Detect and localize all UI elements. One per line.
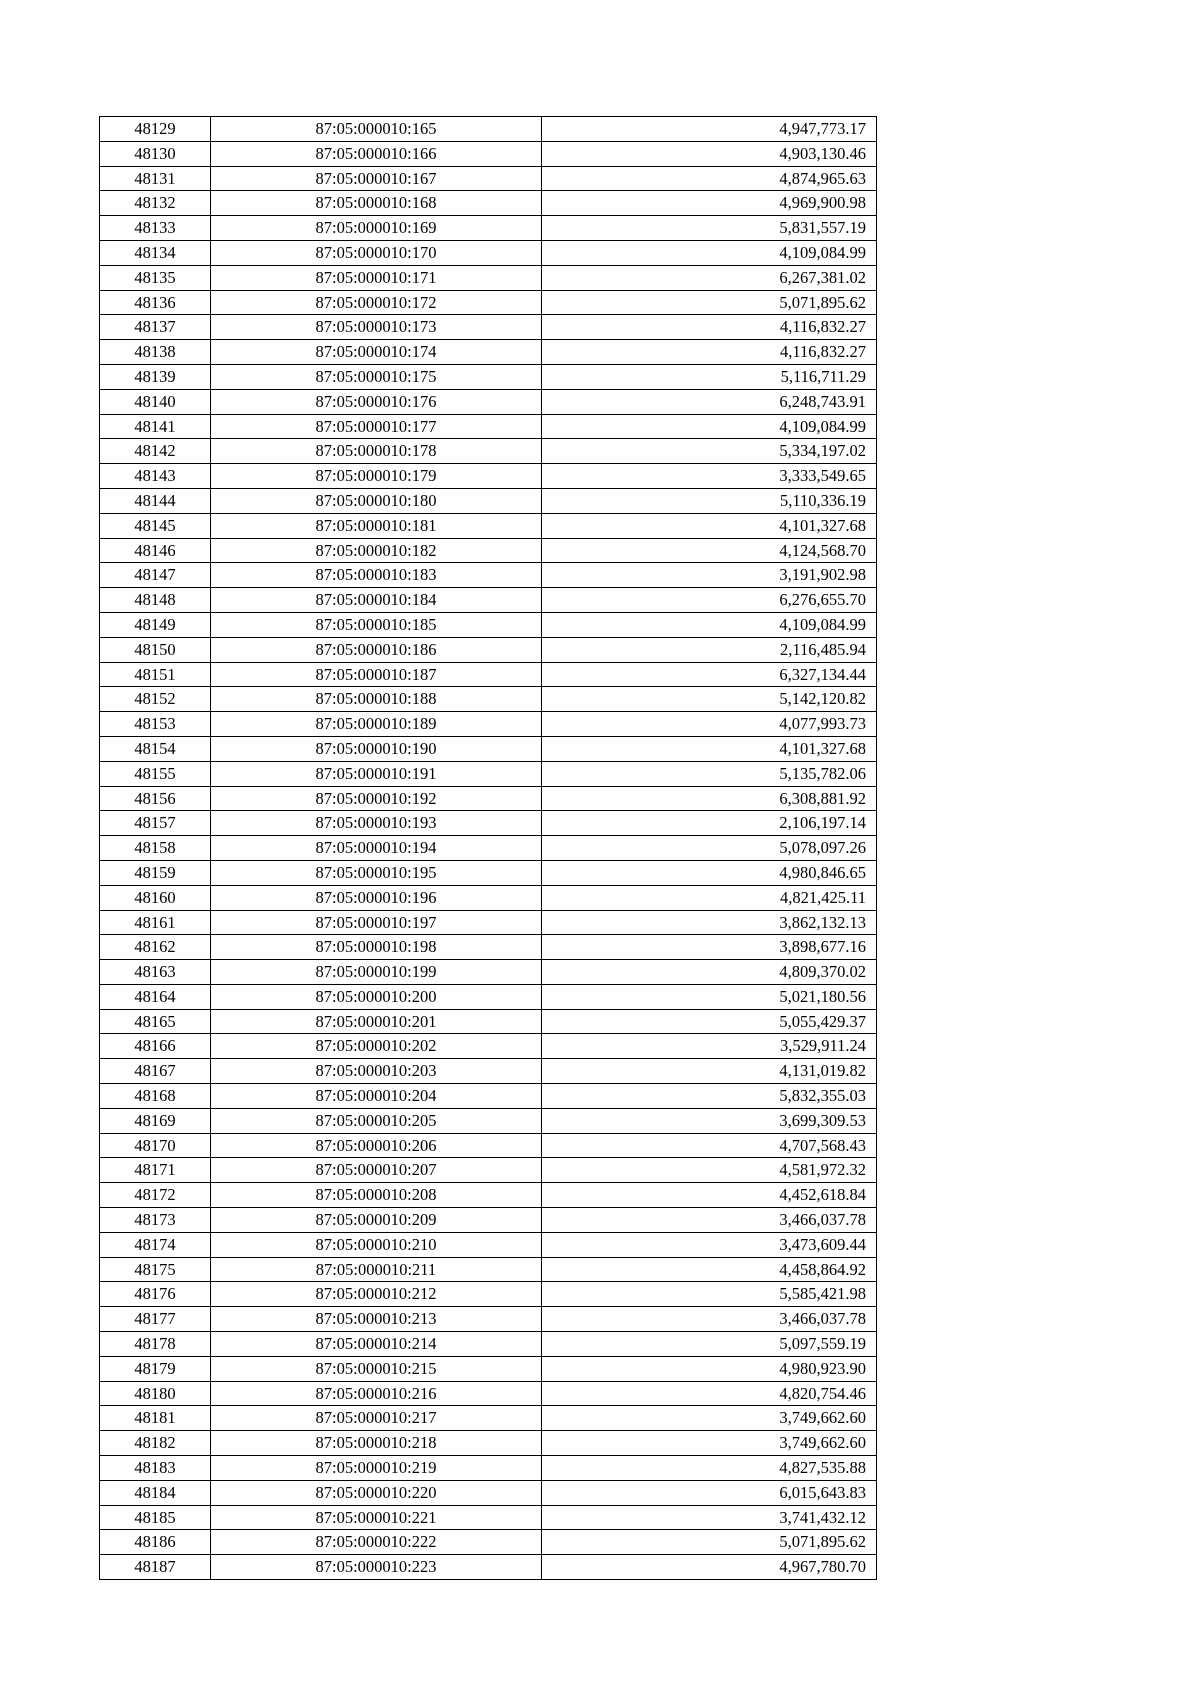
table-row xyxy=(100,637,877,662)
table-row xyxy=(100,1456,877,1481)
row-number-cell: 48135 xyxy=(100,265,211,290)
cadastral-number-cell: 87:05:000010:177 xyxy=(211,414,542,439)
cadastral-number-cell: 87:05:000010:204 xyxy=(211,1084,542,1109)
row-number-cell: 48146 xyxy=(100,538,211,563)
cadastral-number-cell: 87:05:000010:196 xyxy=(211,885,542,910)
table-row xyxy=(100,1084,877,1109)
cadastral-number-cell: 87:05:000010:165 xyxy=(211,117,542,142)
table-row xyxy=(100,488,877,513)
cadastral-number-cell: 87:05:000010:182 xyxy=(211,538,542,563)
cadastral-number-cell: 87:05:000010:212 xyxy=(211,1282,542,1307)
cadastral-number-cell: 87:05:000010:221 xyxy=(211,1505,542,1530)
row-number-cell: 48148 xyxy=(100,588,211,613)
row-number-cell: 48179 xyxy=(100,1356,211,1381)
cadastral-number-cell: 87:05:000010:202 xyxy=(211,1034,542,1059)
cadastral-value-cell: 5,135,782.06 xyxy=(542,761,877,786)
row-number-cell: 48172 xyxy=(100,1183,211,1208)
cadastral-number-cell: 87:05:000010:166 xyxy=(211,141,542,166)
cadastral-number-cell: 87:05:000010:168 xyxy=(211,191,542,216)
row-number-cell: 48132 xyxy=(100,191,211,216)
row-number-cell: 48177 xyxy=(100,1307,211,1332)
cadastral-value-cell: 3,191,902.98 xyxy=(542,563,877,588)
row-number-cell: 48161 xyxy=(100,910,211,935)
cadastral-number-cell: 87:05:000010:169 xyxy=(211,216,542,241)
table-row xyxy=(100,662,877,687)
table-row xyxy=(100,712,877,737)
cadastral-value-cell: 4,581,972.32 xyxy=(542,1158,877,1183)
table-row xyxy=(100,513,877,538)
cadastral-value-cell: 4,947,773.17 xyxy=(542,117,877,142)
cadastral-number-cell: 87:05:000010:216 xyxy=(211,1381,542,1406)
table-row xyxy=(100,1505,877,1530)
cadastral-value-cell: 5,021,180.56 xyxy=(542,984,877,1009)
cadastral-number-cell: 87:05:000010:222 xyxy=(211,1530,542,1555)
table-row xyxy=(100,1282,877,1307)
cadastral-number-cell: 87:05:000010:205 xyxy=(211,1108,542,1133)
cadastral-number-cell: 87:05:000010:208 xyxy=(211,1183,542,1208)
row-number-cell: 48144 xyxy=(100,488,211,513)
row-number-cell: 48157 xyxy=(100,811,211,836)
cadastral-value-cell: 6,267,381.02 xyxy=(542,265,877,290)
table-row xyxy=(100,1356,877,1381)
cadastral-value-cell: 5,078,097.26 xyxy=(542,836,877,861)
table-row xyxy=(100,1059,877,1084)
row-number-cell: 48159 xyxy=(100,860,211,885)
row-number-cell: 48155 xyxy=(100,761,211,786)
cadastral-value-cell: 3,749,662.60 xyxy=(542,1431,877,1456)
cadastral-number-cell: 87:05:000010:200 xyxy=(211,984,542,1009)
cadastral-value-cell: 5,055,429.37 xyxy=(542,1009,877,1034)
cadastral-value-cell: 3,862,132.13 xyxy=(542,910,877,935)
cadastral-number-cell: 87:05:000010:186 xyxy=(211,637,542,662)
cadastral-value-cell: 5,832,355.03 xyxy=(542,1084,877,1109)
cadastral-value-cell: 4,707,568.43 xyxy=(542,1133,877,1158)
row-number-cell: 48181 xyxy=(100,1406,211,1431)
table-row xyxy=(100,588,877,613)
table-row xyxy=(100,265,877,290)
cadastral-value-cell: 4,101,327.68 xyxy=(542,736,877,761)
table-row xyxy=(100,141,877,166)
table-row xyxy=(100,1530,877,1555)
cadastral-value-cell: 4,980,923.90 xyxy=(542,1356,877,1381)
row-number-cell: 48187 xyxy=(100,1555,211,1580)
row-number-cell: 48136 xyxy=(100,290,211,315)
cadastral-value-cell: 3,898,677.16 xyxy=(542,935,877,960)
cadastral-number-cell: 87:05:000010:179 xyxy=(211,464,542,489)
cadastral-value-cell: 5,334,197.02 xyxy=(542,439,877,464)
table-row xyxy=(100,389,877,414)
cadastral-number-cell: 87:05:000010:211 xyxy=(211,1257,542,1282)
cadastral-number-cell: 87:05:000010:176 xyxy=(211,389,542,414)
cadastral-number-cell: 87:05:000010:213 xyxy=(211,1307,542,1332)
cadastral-value-cell: 4,109,084.99 xyxy=(542,240,877,265)
cadastral-value-cell: 5,097,559.19 xyxy=(542,1332,877,1357)
cadastral-number-cell: 87:05:000010:174 xyxy=(211,340,542,365)
table-row xyxy=(100,1133,877,1158)
cadastral-number-cell: 87:05:000010:188 xyxy=(211,687,542,712)
row-number-cell: 48158 xyxy=(100,836,211,861)
row-number-cell: 48140 xyxy=(100,389,211,414)
table-row xyxy=(100,538,877,563)
row-number-cell: 48171 xyxy=(100,1158,211,1183)
cadastral-value-cell: 3,699,309.53 xyxy=(542,1108,877,1133)
row-number-cell: 48147 xyxy=(100,563,211,588)
table-row xyxy=(100,1232,877,1257)
cadastral-value-table xyxy=(99,116,877,1580)
cadastral-value-cell: 4,969,900.98 xyxy=(542,191,877,216)
table-row xyxy=(100,1034,877,1059)
table-row xyxy=(100,117,877,142)
cadastral-number-cell: 87:05:000010:191 xyxy=(211,761,542,786)
table-row xyxy=(100,836,877,861)
cadastral-value-cell: 4,980,846.65 xyxy=(542,860,877,885)
row-number-cell: 48151 xyxy=(100,662,211,687)
cadastral-number-cell: 87:05:000010:190 xyxy=(211,736,542,761)
row-number-cell: 48169 xyxy=(100,1108,211,1133)
table-row xyxy=(100,1009,877,1034)
cadastral-value-cell: 3,529,911.24 xyxy=(542,1034,877,1059)
cadastral-number-cell: 87:05:000010:185 xyxy=(211,612,542,637)
row-number-cell: 48183 xyxy=(100,1456,211,1481)
row-number-cell: 48180 xyxy=(100,1381,211,1406)
cadastral-value-cell: 5,071,895.62 xyxy=(542,1530,877,1555)
row-number-cell: 48153 xyxy=(100,712,211,737)
cadastral-value-cell: 4,131,019.82 xyxy=(542,1059,877,1084)
cadastral-number-cell: 87:05:000010:199 xyxy=(211,960,542,985)
table-row xyxy=(100,216,877,241)
table-row xyxy=(100,786,877,811)
cadastral-value-cell: 3,466,037.78 xyxy=(542,1307,877,1332)
cadastral-value-cell: 4,109,084.99 xyxy=(542,414,877,439)
cadastral-number-cell: 87:05:000010:172 xyxy=(211,290,542,315)
row-number-cell: 48170 xyxy=(100,1133,211,1158)
cadastral-number-cell: 87:05:000010:167 xyxy=(211,166,542,191)
row-number-cell: 48173 xyxy=(100,1208,211,1233)
cadastral-number-cell: 87:05:000010:215 xyxy=(211,1356,542,1381)
row-number-cell: 48166 xyxy=(100,1034,211,1059)
cadastral-value-cell: 2,106,197.14 xyxy=(542,811,877,836)
cadastral-value-cell: 4,874,965.63 xyxy=(542,166,877,191)
table-row xyxy=(100,340,877,365)
row-number-cell: 48139 xyxy=(100,364,211,389)
cadastral-value-cell: 4,452,618.84 xyxy=(542,1183,877,1208)
cadastral-value-cell: 3,333,549.65 xyxy=(542,464,877,489)
table-row xyxy=(100,290,877,315)
cadastral-number-cell: 87:05:000010:173 xyxy=(211,315,542,340)
table-row xyxy=(100,1381,877,1406)
table-row xyxy=(100,984,877,1009)
cadastral-value-cell: 6,015,643.83 xyxy=(542,1480,877,1505)
cadastral-number-cell: 87:05:000010:206 xyxy=(211,1133,542,1158)
table-row xyxy=(100,910,877,935)
row-number-cell: 48162 xyxy=(100,935,211,960)
table-row xyxy=(100,166,877,191)
table-body xyxy=(100,117,877,1580)
cadastral-number-cell: 87:05:000010:219 xyxy=(211,1456,542,1481)
cadastral-value-cell: 4,124,568.70 xyxy=(542,538,877,563)
row-number-cell: 48186 xyxy=(100,1530,211,1555)
table-row xyxy=(100,1208,877,1233)
table-row xyxy=(100,612,877,637)
table-row xyxy=(100,1431,877,1456)
row-number-cell: 48143 xyxy=(100,464,211,489)
cadastral-value-cell: 4,903,130.46 xyxy=(542,141,877,166)
row-number-cell: 48175 xyxy=(100,1257,211,1282)
cadastral-value-cell: 4,820,754.46 xyxy=(542,1381,877,1406)
cadastral-number-cell: 87:05:000010:178 xyxy=(211,439,542,464)
table-row xyxy=(100,860,877,885)
row-number-cell: 48163 xyxy=(100,960,211,985)
table-row xyxy=(100,687,877,712)
cadastral-number-cell: 87:05:000010:209 xyxy=(211,1208,542,1233)
cadastral-value-cell: 6,327,134.44 xyxy=(542,662,877,687)
table-row xyxy=(100,464,877,489)
cadastral-value-cell: 5,110,336.19 xyxy=(542,488,877,513)
cadastral-value-cell: 3,741,432.12 xyxy=(542,1505,877,1530)
cadastral-number-cell: 87:05:000010:192 xyxy=(211,786,542,811)
cadastral-number-cell: 87:05:000010:171 xyxy=(211,265,542,290)
row-number-cell: 48182 xyxy=(100,1431,211,1456)
cadastral-value-cell: 6,276,655.70 xyxy=(542,588,877,613)
cadastral-value-cell: 5,116,711.29 xyxy=(542,364,877,389)
cadastral-number-cell: 87:05:000010:201 xyxy=(211,1009,542,1034)
cadastral-number-cell: 87:05:000010:210 xyxy=(211,1232,542,1257)
table-row xyxy=(100,935,877,960)
row-number-cell: 48138 xyxy=(100,340,211,365)
cadastral-value-cell: 4,458,864.92 xyxy=(542,1257,877,1282)
row-number-cell: 48164 xyxy=(100,984,211,1009)
row-number-cell: 48156 xyxy=(100,786,211,811)
cadastral-number-cell: 87:05:000010:217 xyxy=(211,1406,542,1431)
table-row xyxy=(100,761,877,786)
row-number-cell: 48149 xyxy=(100,612,211,637)
table-row xyxy=(100,414,877,439)
row-number-cell: 48167 xyxy=(100,1059,211,1084)
table-row xyxy=(100,563,877,588)
cadastral-value-cell: 6,248,743.91 xyxy=(542,389,877,414)
row-number-cell: 48134 xyxy=(100,240,211,265)
row-number-cell: 48160 xyxy=(100,885,211,910)
cadastral-number-cell: 87:05:000010:189 xyxy=(211,712,542,737)
cadastral-value-cell: 5,831,557.19 xyxy=(542,216,877,241)
cadastral-value-cell: 5,142,120.82 xyxy=(542,687,877,712)
cadastral-number-cell: 87:05:000010:194 xyxy=(211,836,542,861)
cadastral-value-cell: 5,585,421.98 xyxy=(542,1282,877,1307)
table-row xyxy=(100,736,877,761)
table-row xyxy=(100,191,877,216)
cadastral-number-cell: 87:05:000010:175 xyxy=(211,364,542,389)
row-number-cell: 48133 xyxy=(100,216,211,241)
table-row xyxy=(100,1332,877,1357)
row-number-cell: 48141 xyxy=(100,414,211,439)
table-row xyxy=(100,1158,877,1183)
row-number-cell: 48145 xyxy=(100,513,211,538)
cadastral-number-cell: 87:05:000010:197 xyxy=(211,910,542,935)
row-number-cell: 48168 xyxy=(100,1084,211,1109)
cadastral-number-cell: 87:05:000010:207 xyxy=(211,1158,542,1183)
cadastral-value-cell: 4,827,535.88 xyxy=(542,1456,877,1481)
cadastral-number-cell: 87:05:000010:203 xyxy=(211,1059,542,1084)
cadastral-number-cell: 87:05:000010:183 xyxy=(211,563,542,588)
cadastral-value-cell: 3,466,037.78 xyxy=(542,1208,877,1233)
cadastral-number-cell: 87:05:000010:170 xyxy=(211,240,542,265)
cadastral-value-cell: 3,749,662.60 xyxy=(542,1406,877,1431)
cadastral-value-cell: 4,809,370.02 xyxy=(542,960,877,985)
cadastral-value-cell: 4,101,327.68 xyxy=(542,513,877,538)
table-row xyxy=(100,439,877,464)
cadastral-number-cell: 87:05:000010:180 xyxy=(211,488,542,513)
table-row xyxy=(100,885,877,910)
row-number-cell: 48184 xyxy=(100,1480,211,1505)
row-number-cell: 48178 xyxy=(100,1332,211,1357)
cadastral-value-cell: 4,967,780.70 xyxy=(542,1555,877,1580)
cadastral-value-cell: 4,077,993.73 xyxy=(542,712,877,737)
cadastral-value-cell: 4,116,832.27 xyxy=(542,340,877,365)
row-number-cell: 48131 xyxy=(100,166,211,191)
cadastral-number-cell: 87:05:000010:218 xyxy=(211,1431,542,1456)
table-row xyxy=(100,240,877,265)
table-row xyxy=(100,811,877,836)
table-row xyxy=(100,1406,877,1431)
row-number-cell: 48142 xyxy=(100,439,211,464)
cadastral-number-cell: 87:05:000010:195 xyxy=(211,860,542,885)
table-row xyxy=(100,364,877,389)
cadastral-number-cell: 87:05:000010:193 xyxy=(211,811,542,836)
table-row xyxy=(100,315,877,340)
row-number-cell: 48165 xyxy=(100,1009,211,1034)
row-number-cell: 48129 xyxy=(100,117,211,142)
table-row xyxy=(100,1183,877,1208)
table-row xyxy=(100,1257,877,1282)
row-number-cell: 48176 xyxy=(100,1282,211,1307)
cadastral-number-cell: 87:05:000010:184 xyxy=(211,588,542,613)
cadastral-value-cell: 3,473,609.44 xyxy=(542,1232,877,1257)
cadastral-value-cell: 4,821,425.11 xyxy=(542,885,877,910)
cadastral-value-cell: 4,116,832.27 xyxy=(542,315,877,340)
cadastral-value-cell: 5,071,895.62 xyxy=(542,290,877,315)
table-row xyxy=(100,960,877,985)
row-number-cell: 48152 xyxy=(100,687,211,712)
cadastral-value-cell: 4,109,084.99 xyxy=(542,612,877,637)
row-number-cell: 48130 xyxy=(100,141,211,166)
cadastral-number-cell: 87:05:000010:187 xyxy=(211,662,542,687)
table-row xyxy=(100,1307,877,1332)
cadastral-number-cell: 87:05:000010:181 xyxy=(211,513,542,538)
cadastral-value-cell: 2,116,485.94 xyxy=(542,637,877,662)
table-row xyxy=(100,1108,877,1133)
row-number-cell: 48137 xyxy=(100,315,211,340)
table-row xyxy=(100,1480,877,1505)
cadastral-number-cell: 87:05:000010:198 xyxy=(211,935,542,960)
cadastral-value-cell: 6,308,881.92 xyxy=(542,786,877,811)
cadastral-number-cell: 87:05:000010:214 xyxy=(211,1332,542,1357)
table-row xyxy=(100,1555,877,1580)
row-number-cell: 48185 xyxy=(100,1505,211,1530)
row-number-cell: 48174 xyxy=(100,1232,211,1257)
cadastral-number-cell: 87:05:000010:223 xyxy=(211,1555,542,1580)
row-number-cell: 48154 xyxy=(100,736,211,761)
row-number-cell: 48150 xyxy=(100,637,211,662)
cadastral-number-cell: 87:05:000010:220 xyxy=(211,1480,542,1505)
